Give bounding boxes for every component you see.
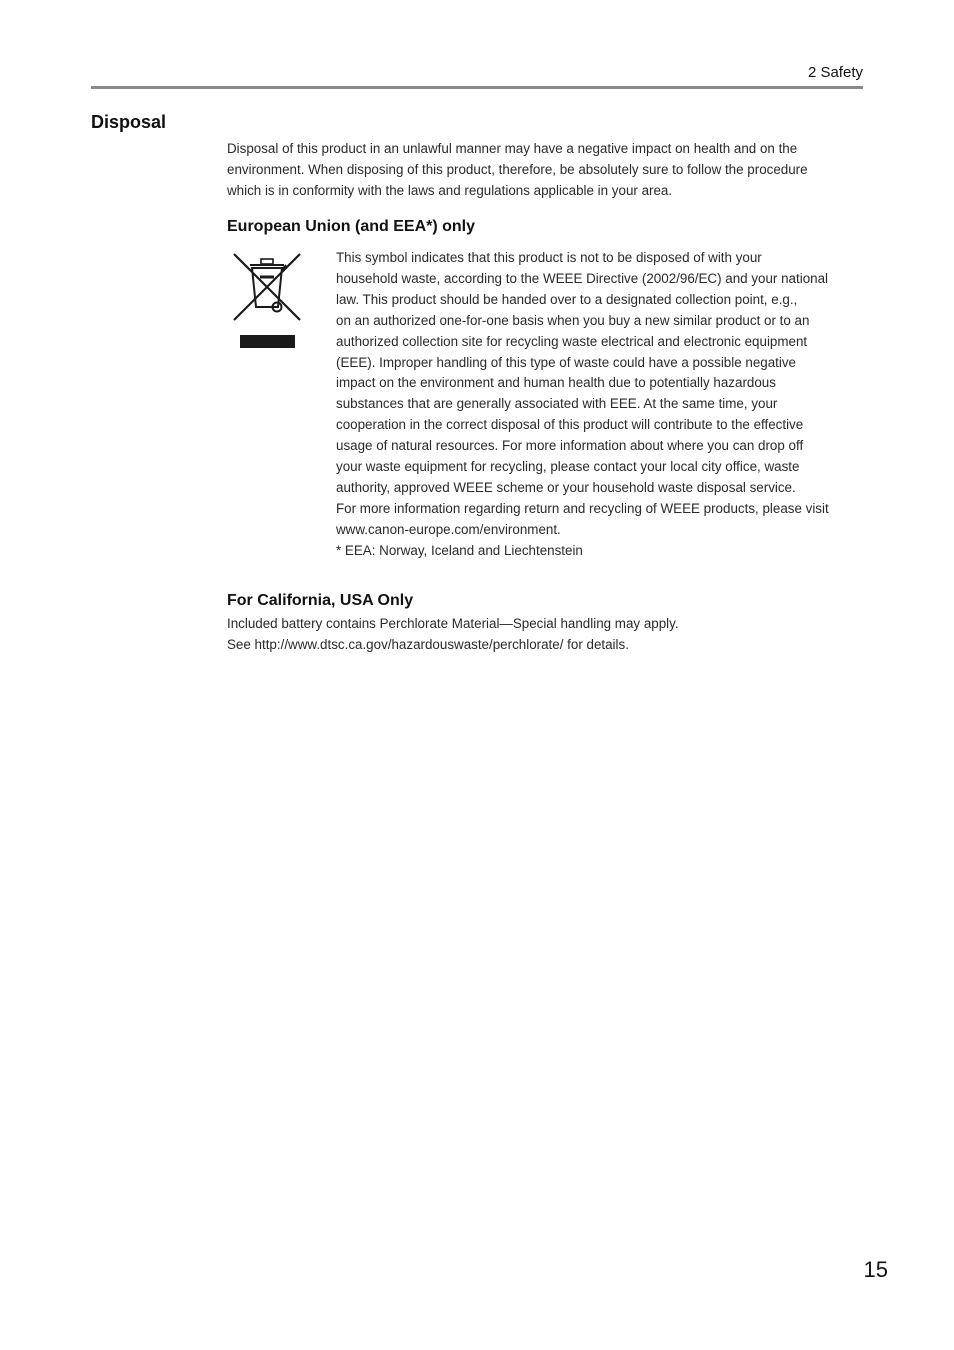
text-line: usage of natural resources. For more information about where you can drop off bbox=[336, 438, 804, 454]
eu-description bbox=[336, 248, 863, 562]
disposal-title: Disposal bbox=[91, 112, 167, 132]
text-line: your waste equipment for recycling, please contact your local city office, waste bbox=[336, 459, 800, 475]
california-heading: For California, USA Only bbox=[227, 592, 414, 609]
text-line: authorized collection site for recycling waste electrical and electronic equipment bbox=[336, 333, 808, 349]
disposal-intro bbox=[227, 138, 863, 201]
text-line: authority, approved WEEE scheme or your household waste disposal service. bbox=[336, 479, 796, 495]
header-rule bbox=[91, 86, 863, 89]
eu-heading: European Union (and EEA*) only bbox=[227, 218, 476, 235]
text-line: household waste, according to the WEEE Directive (2002/96/EC) and your national bbox=[336, 270, 829, 286]
text-line: which is in conformity with the laws and regulations applicable in your area. bbox=[227, 183, 673, 198]
page-number: 15 bbox=[863, 1257, 888, 1282]
eea-footnote: * EEA: Norway, Iceland and Liechtenstein bbox=[336, 542, 583, 558]
text-line: (EEE). Improper handling of this type of waste could have a possible negative bbox=[336, 354, 797, 370]
text-line: impact on the environment and human health due to potentially hazardous bbox=[336, 375, 776, 391]
text-line: See http://www.dtsc.ca.gov/hazardouswaste/perchlorate/ for details. bbox=[227, 637, 629, 652]
text-line: This symbol indicates that this product is not to be disposed of with your bbox=[336, 250, 762, 265]
text-line: on an authorized one-for-one basis when you buy a new similar product or to an bbox=[336, 312, 810, 328]
section-header-label: 2 Safety bbox=[807, 64, 863, 81]
text-line: environment. When disposing of this product, therefore, be absolutely sure to follow the procedure bbox=[227, 162, 808, 177]
crossed-out-wheeled-bin-icon bbox=[230, 251, 304, 351]
text-line: substances that are generally associated with EEE. At the same time, your bbox=[336, 396, 778, 412]
text-line: cooperation in the correct disposal of this product will contribute to the effective bbox=[336, 417, 804, 433]
text-line: Disposal of this product in an unlawful manner may have a negative impact on health and on the bbox=[227, 141, 798, 156]
text-line: law. This product should be handed over to a designated collection point, e.g., bbox=[336, 291, 798, 307]
text-line: www.canon-europe.com/environment. bbox=[336, 521, 561, 537]
text-line: For more information regarding return and recycling of WEEE products, please visit bbox=[336, 500, 829, 516]
california-text bbox=[227, 613, 863, 655]
text-line: Included battery contains Perchlorate Material—Special handling may apply. bbox=[227, 616, 679, 631]
